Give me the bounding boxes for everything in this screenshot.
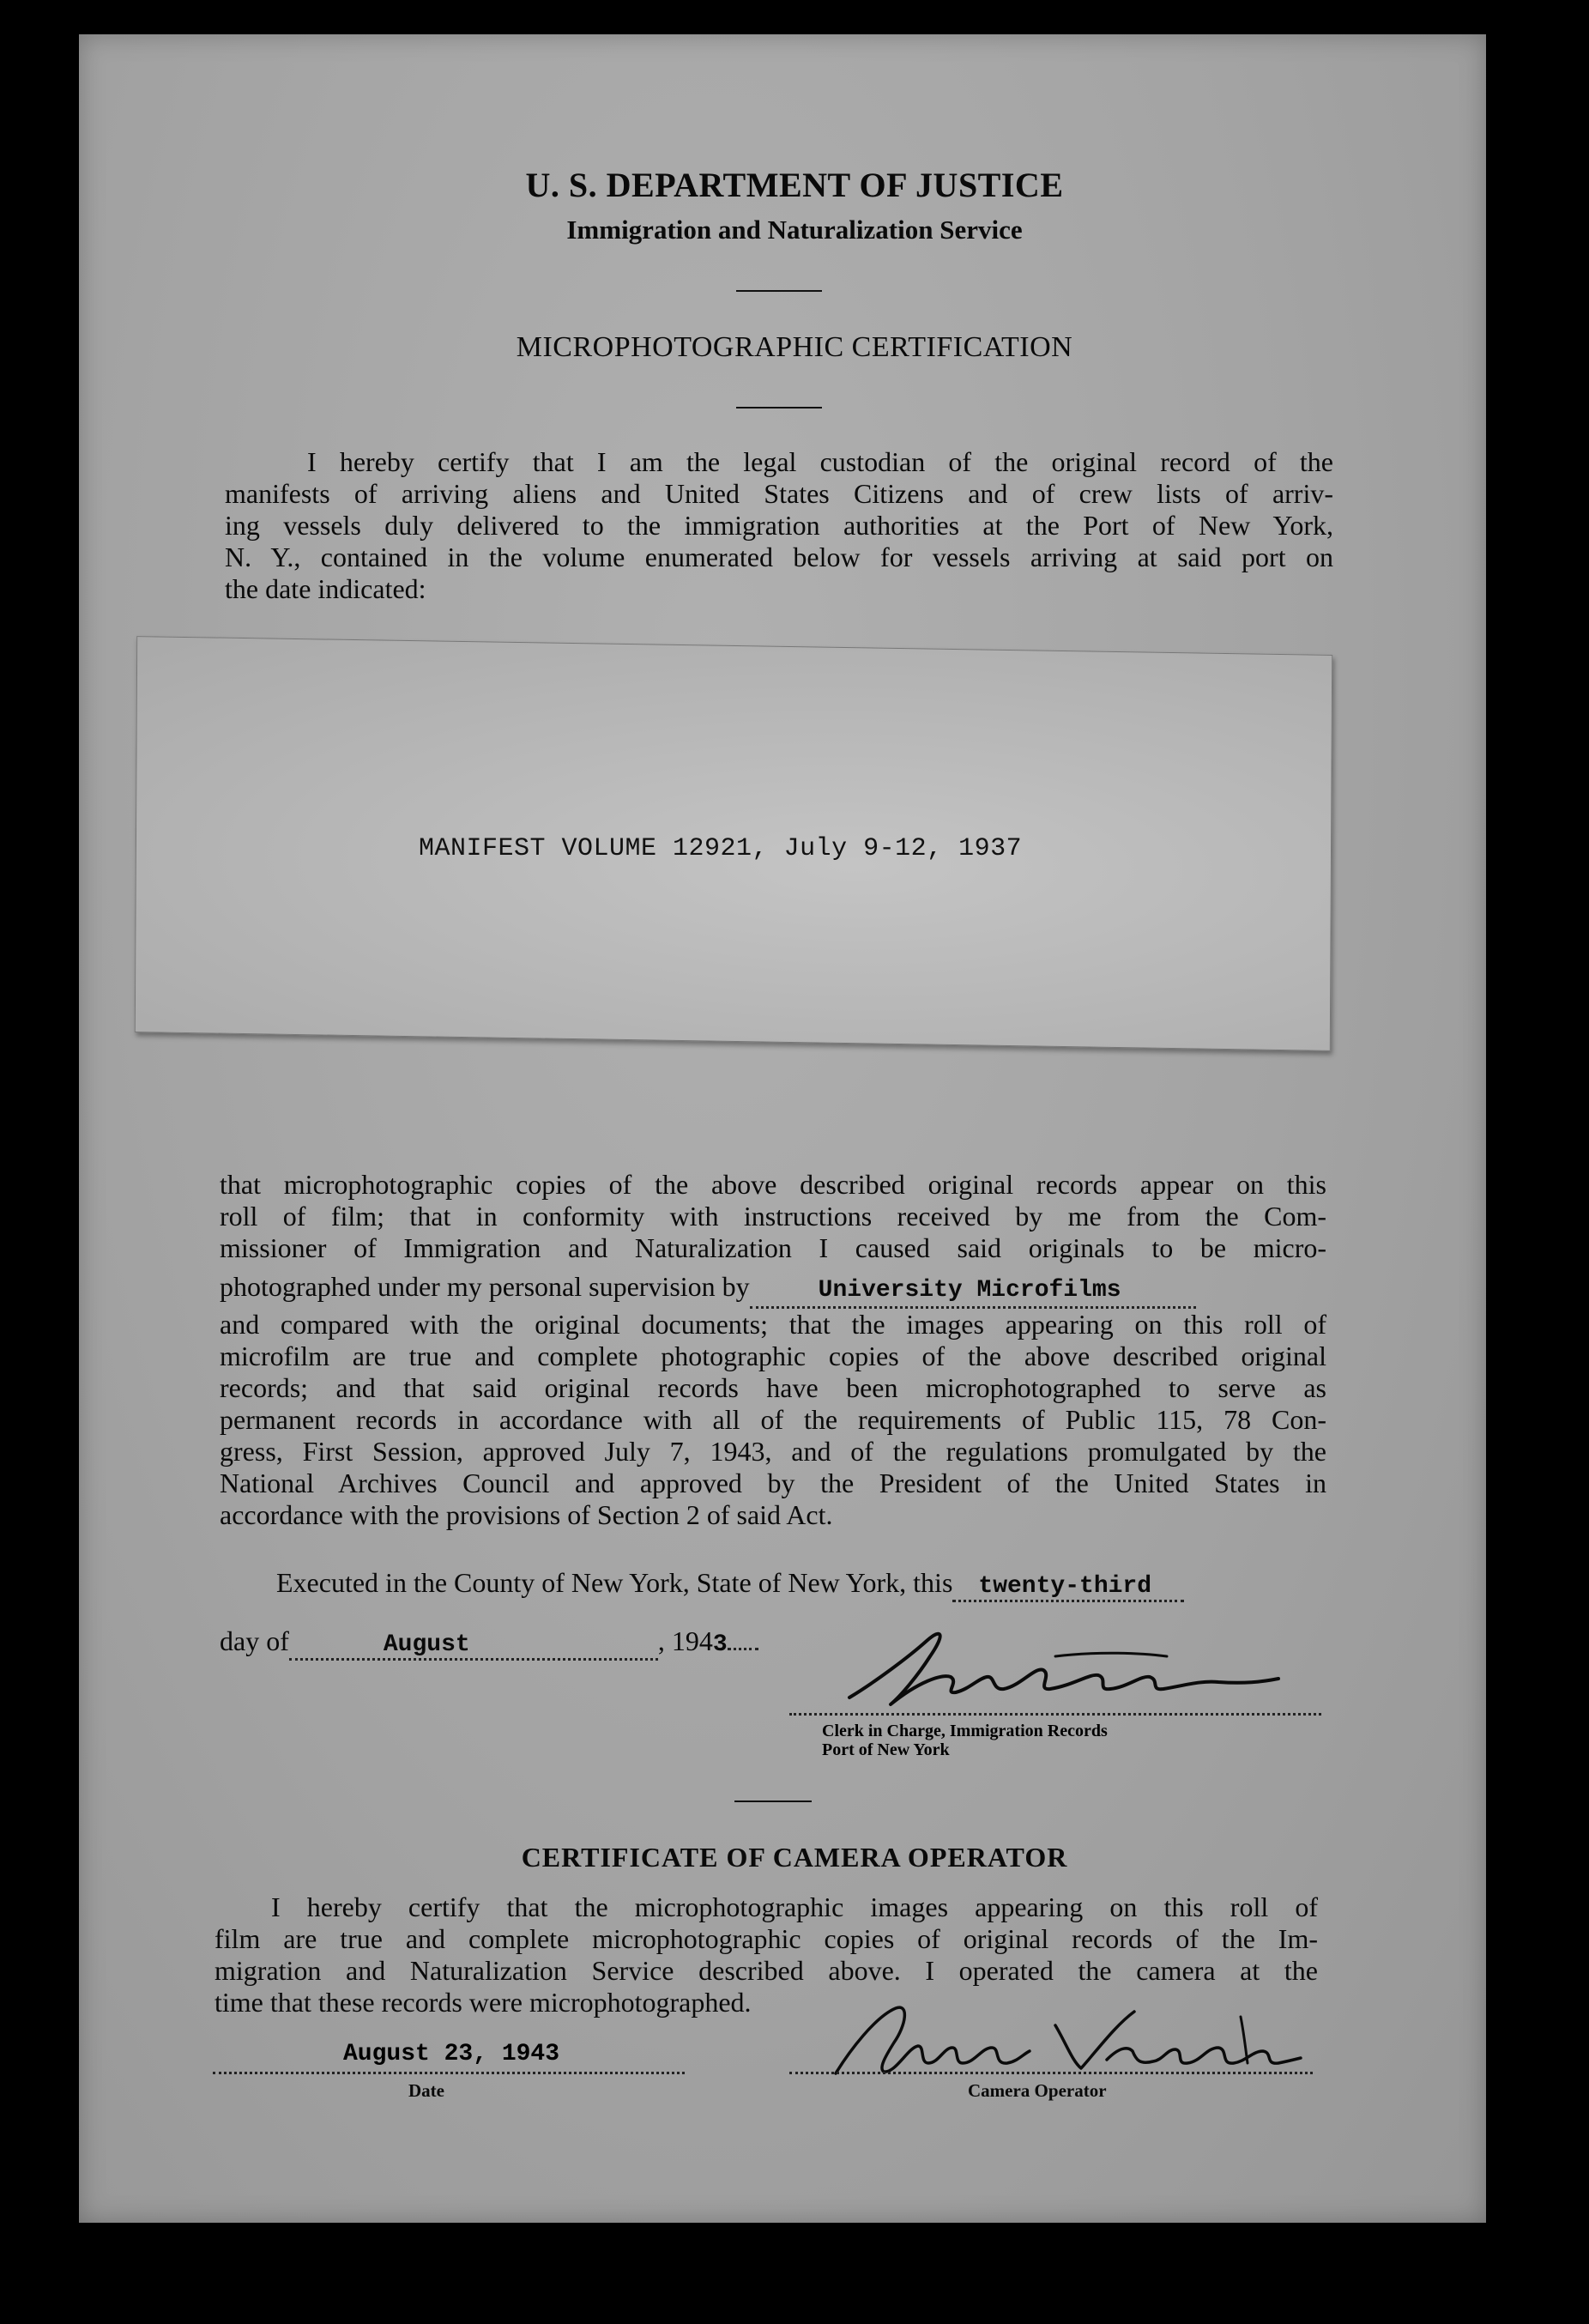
month-value: August (383, 1631, 470, 1658)
certification-heading: MICROPHOTOGRAPHIC CERTIFICATION (516, 331, 1073, 363)
body-line: roll of film; that in conformity with instructions received by me from the Com- (220, 1201, 1326, 1232)
body-line: National Archives Council and approved by the President of the United States in (220, 1468, 1326, 1498)
intro-line: ing vessels duly delivered to the immigration authorities at the Port of New York, (225, 510, 1333, 541)
camera-operator-heading: CERTIFICATE OF CAMERA OPERATOR (521, 1842, 1068, 1873)
year-prefix: , 194 (657, 1625, 713, 1656)
clerk-title (822, 1722, 1108, 1759)
intro-paragraph (225, 446, 1333, 605)
date-line (213, 2072, 685, 2074)
day-of-line (220, 1625, 758, 1661)
clerk-title-line-1: Clerk in Charge, Immigration Records (822, 1722, 1108, 1740)
camera-line: I hereby certify that the microphotographic images appearing on this roll of (271, 1891, 1318, 1922)
intro-line: I hereby certify that I am the legal custodian of the original record of the (307, 446, 1333, 477)
divider (736, 407, 822, 409)
manifest-volume-label: MANIFEST VOLUME 12921, July 9-12, 1937 (419, 834, 1023, 863)
service-subtitle: Immigration and Naturalization Service (566, 215, 1023, 245)
month-field (289, 1625, 658, 1661)
executed-day-field (952, 1567, 1184, 1602)
date-value: August 23, 1943 (343, 2041, 560, 2067)
intro-line: the date indicated: (225, 573, 426, 604)
body-line: records; and that said original records have been microphotographed to serve as (220, 1372, 1326, 1403)
intro-line: N. Y., contained in the volume enumerated below for vessels arriving at said port on (225, 542, 1333, 572)
body-line: accordance with the provisions of Section 2 of said Act. (220, 1499, 833, 1530)
photographed-by-prefix: photographed under my personal supervision by (220, 1271, 750, 1302)
camera-line: time that these records were microphotographed. (214, 1987, 752, 2018)
day-of-prefix: day of (220, 1625, 289, 1656)
certification-body (220, 1169, 1326, 1531)
year-digit: 3 (712, 1631, 728, 1658)
executed-line (276, 1567, 1184, 1602)
clerk-title-line-2: Port of New York (822, 1740, 950, 1759)
camera-operator-label: Camera Operator (968, 2080, 1107, 2101)
camera-operator-line (789, 2072, 1313, 2074)
body-line: microfilm are true and complete photographic copies of the above described original (220, 1341, 1326, 1371)
camera-line: migration and Naturalization Service described above. I operated the camera at the (214, 1955, 1318, 1986)
department-title: U. S. DEPARTMENT OF JUSTICE (525, 166, 1064, 204)
body-line: missioner of Immigration and Naturalization I caused said originals to be micro- (220, 1232, 1326, 1263)
divider (736, 290, 822, 292)
body-line: permanent records in accordance with all of the requirements of Public 115, 78 Con- (220, 1404, 1326, 1435)
divider (734, 1800, 812, 1802)
photographed-by-line (220, 1271, 1326, 1309)
year-dots (728, 1648, 758, 1650)
executed-prefix: Executed in the County of New York, State of New York, this (276, 1567, 953, 1598)
body-line: and compared with the original documents; that the images appearing on this roll of (220, 1309, 1326, 1340)
photographer-name: University Microfilms (818, 1277, 1121, 1304)
photographer-field (750, 1271, 1196, 1309)
body-line: that microphotographic copies of the above described original records appear on this (220, 1169, 1326, 1200)
date-label: Date (408, 2080, 444, 2101)
clerk-signature-line (789, 1713, 1321, 1716)
clerk-signature (841, 1622, 1287, 1716)
camera-line: film are true and complete microphotographic copies of original records of the Im- (214, 1923, 1318, 1954)
executed-day: twenty-third (978, 1573, 1152, 1600)
body-line: gress, First Session, approved July 7, 1943, and of the regulations promulgated by the (220, 1436, 1326, 1467)
intro-line: manifests of arriving aliens and United States Citizens and of crew lists of arriv- (225, 478, 1333, 509)
